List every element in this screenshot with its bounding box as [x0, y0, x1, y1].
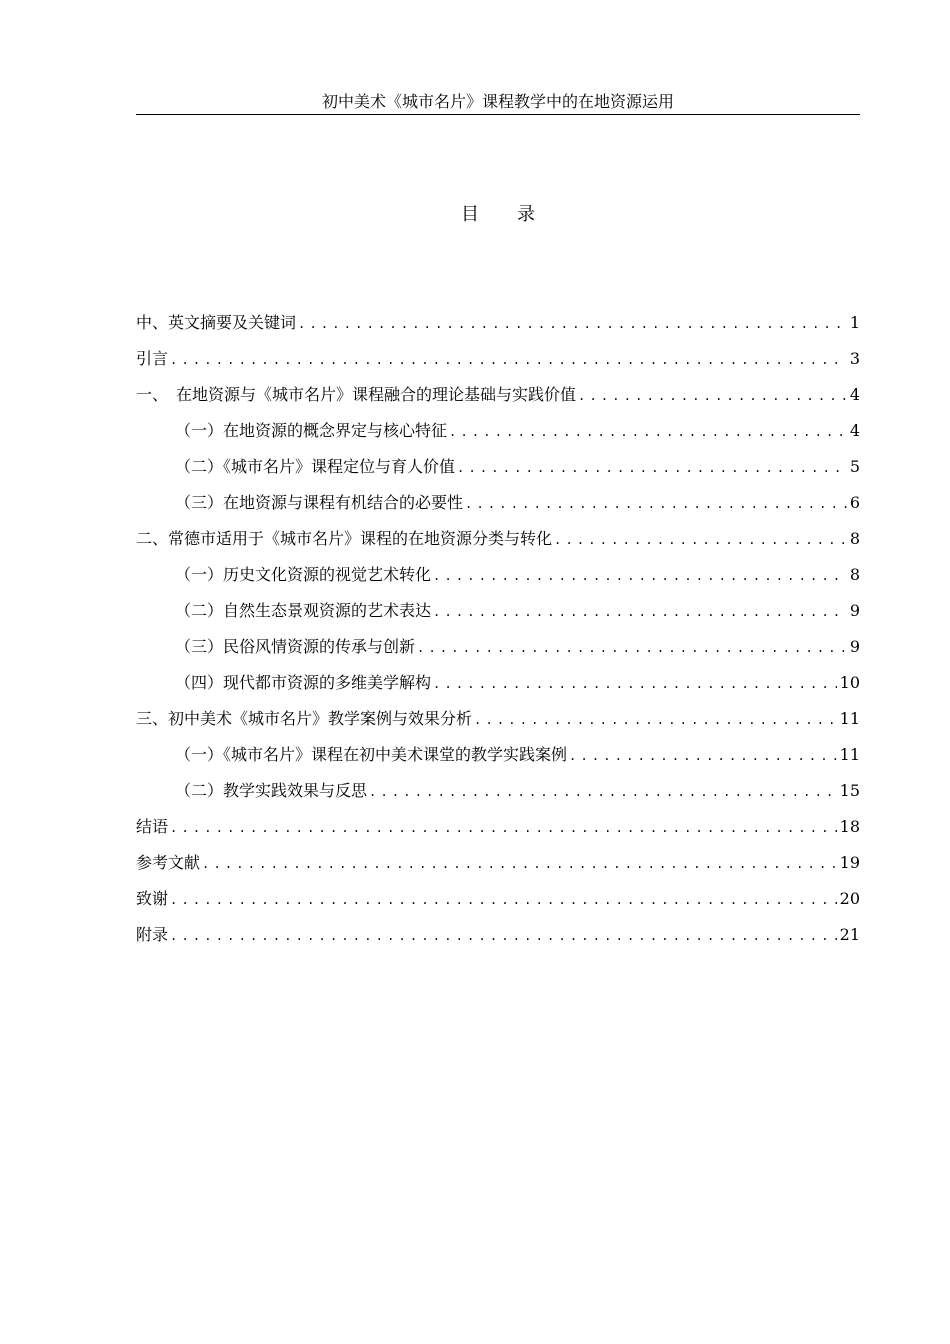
toc-entry-page-number: 19: [839, 853, 860, 872]
toc-entry[interactable]: [136, 383, 860, 419]
toc-entry-page-number: 8: [849, 529, 860, 548]
toc-entry-page-number: 10: [839, 673, 860, 692]
toc-dot-leader: [433, 600, 847, 624]
toc-entry-page-number: 20: [839, 889, 860, 908]
toc-entry-label: 引言: [136, 349, 169, 368]
toc-dot-leader: [202, 852, 837, 876]
toc-entry-label: （二）自然生态景观资源的艺术表达: [175, 601, 432, 620]
toc-entry-page-number: 9: [849, 601, 860, 620]
toc-dot-leader: [433, 564, 847, 588]
toc-entry-label: 参考文献: [136, 853, 201, 872]
toc-dot-leader: [170, 816, 837, 840]
toc-entry-label: （三）民俗风情资源的传承与创新: [175, 637, 416, 656]
toc-entry-page-number: 11: [839, 745, 860, 764]
toc-entry-page-number: 1: [849, 313, 860, 332]
toc-title: 目录: [461, 204, 573, 225]
toc-entry-label: （一）历史文化资源的视觉艺术转化: [175, 565, 432, 584]
toc-entry-page-number: 18: [839, 817, 860, 836]
toc-entry-label: 二、常德市适用于《城市名片》课程的在地资源分类与转化: [136, 529, 553, 548]
toc-entry-page-number: 5: [849, 457, 860, 476]
toc-entry[interactable]: [136, 743, 860, 779]
toc-entry[interactable]: [136, 707, 860, 743]
toc-entry-page-number: 3: [849, 349, 860, 368]
header-rule: [136, 114, 860, 115]
toc-entry-label: （一）《城市名片》课程在初中美术课堂的教学实践案例: [175, 745, 568, 764]
running-header: 初中美术《城市名片》课程教学中的在地资源运用: [321, 92, 674, 111]
toc-entry[interactable]: [136, 491, 860, 527]
toc-entry-page-number: 21: [839, 925, 860, 944]
toc-entry-label: （一）在地资源的概念界定与核心特征: [175, 421, 448, 440]
toc-entry[interactable]: [136, 455, 860, 491]
toc-entry[interactable]: [136, 671, 860, 707]
toc-dot-leader: [369, 780, 837, 804]
toc-dot-leader: [457, 456, 847, 480]
toc-dot-leader: [433, 672, 837, 696]
toc-entry-label: （三）在地资源与课程有机结合的必要性: [175, 493, 464, 512]
toc-entry[interactable]: [136, 923, 860, 959]
toc-entry[interactable]: [136, 527, 860, 563]
toc-entry[interactable]: [136, 851, 860, 887]
toc-entry[interactable]: [136, 779, 860, 815]
toc-entry-label: 结语: [136, 817, 169, 836]
toc-entry-page-number: 15: [839, 781, 860, 800]
toc-dot-leader: [578, 384, 847, 408]
toc-entry-page-number: 4: [849, 421, 860, 440]
toc-entry-label: （二）教学实践效果与反思: [175, 781, 368, 800]
toc-entry-label: 附录: [136, 925, 169, 944]
toc-entry-label: 致谢: [136, 889, 169, 908]
table-of-contents: [136, 311, 860, 959]
toc-dot-leader: [170, 924, 837, 948]
toc-dot-leader: [569, 744, 837, 768]
toc-entry-page-number: 6: [849, 493, 860, 512]
toc-entry-label: 中、英文摘要及关键词: [136, 313, 297, 332]
toc-entry-page-number: 8: [849, 565, 860, 584]
toc-entry-label: 一、 在地资源与《城市名片》课程融合的理论基础与实践价值: [136, 385, 577, 404]
toc-entry-page-number: 4: [849, 385, 860, 404]
toc-entry[interactable]: [136, 419, 860, 455]
toc-entry[interactable]: [136, 815, 860, 851]
toc-entry[interactable]: [136, 599, 860, 635]
toc-entry-page-number: 11: [839, 709, 860, 728]
toc-dot-leader: [417, 636, 847, 660]
toc-dot-leader: [170, 888, 837, 912]
toc-dot-leader: [449, 420, 847, 444]
toc-entry[interactable]: [136, 887, 860, 923]
toc-entry[interactable]: [136, 311, 860, 347]
toc-dot-leader: [474, 708, 837, 732]
toc-entry-label: （四）现代都市资源的多维美学解构: [175, 673, 432, 692]
toc-dot-leader: [298, 312, 847, 336]
toc-entry-label: 三、初中美术《城市名片》教学案例与效果分析: [136, 709, 473, 728]
toc-dot-leader: [554, 528, 847, 552]
toc-entry[interactable]: [136, 563, 860, 599]
toc-entry-label: （二）《城市名片》课程定位与育人价值: [175, 457, 456, 476]
toc-dot-leader: [170, 348, 847, 372]
toc-dot-leader: [465, 492, 847, 516]
toc-entry[interactable]: [136, 347, 860, 383]
toc-entry-page-number: 9: [849, 637, 860, 656]
toc-entry[interactable]: [136, 635, 860, 671]
